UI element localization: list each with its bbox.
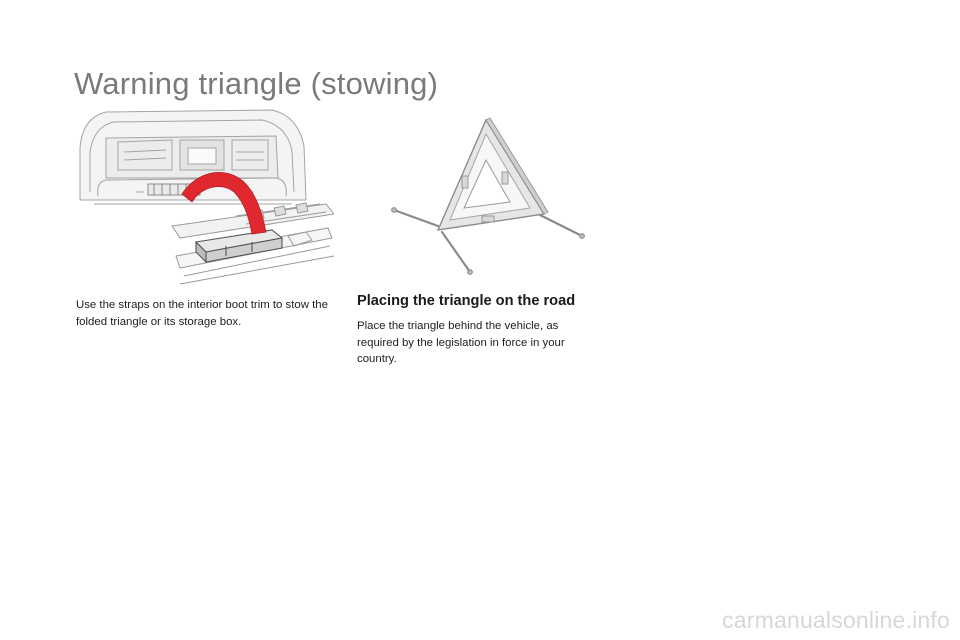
boot-stowing-illustration [76,108,334,286]
warning-triangle-illustration [382,112,588,278]
warning-triangle-drawing [382,112,588,278]
placing-triangle-text: Place the triangle behind the vehicle, as required by the legislation in force in your country. [357,320,565,365]
boot-stowing-drawing [76,108,334,286]
page-title: Warning triangle (stowing) [74,66,439,101]
stowing-instruction-text: Use the straps on the interior boot trim to stow the folded triangle or its storage box. [76,299,328,328]
watermark: carmanualsonline.info [722,607,950,633]
placing-triangle-heading: Placing the triangle on the road [357,293,576,309]
